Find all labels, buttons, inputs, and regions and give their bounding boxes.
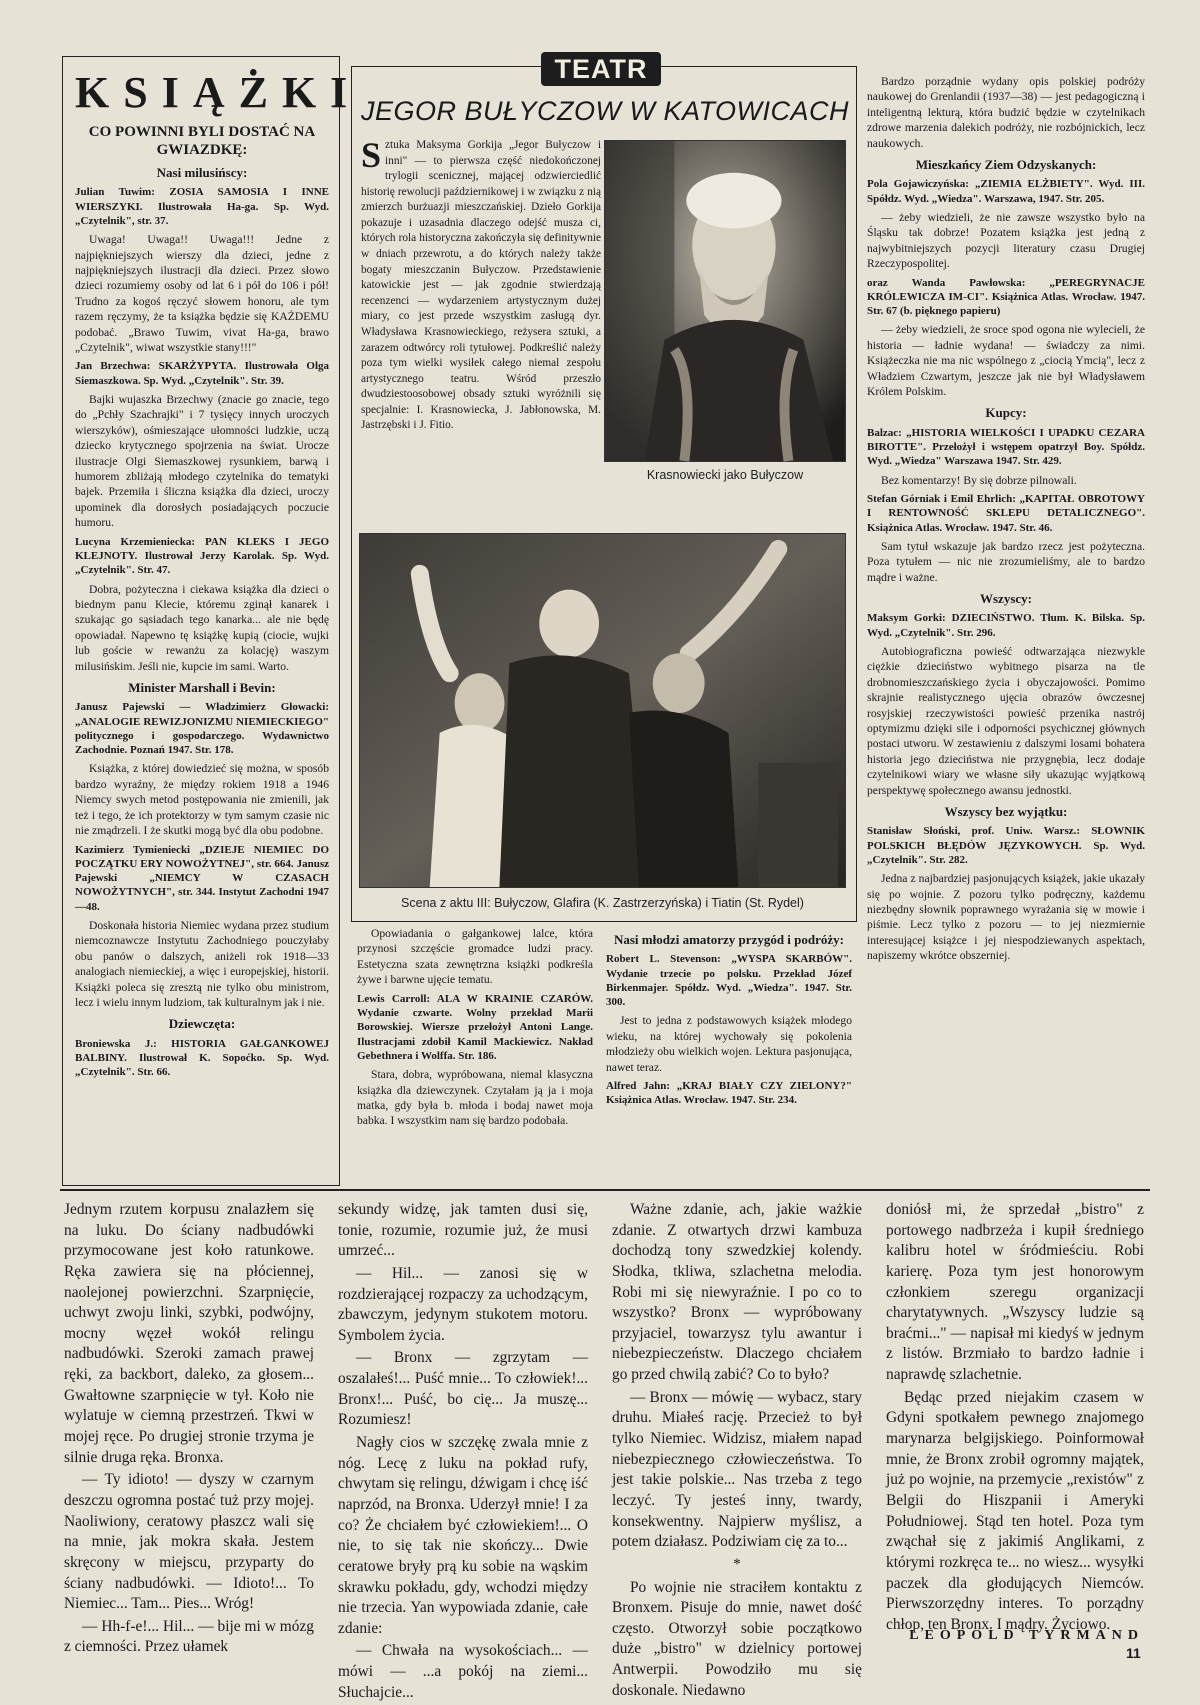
books-column: [62, 56, 362, 1186]
section-break-asterisk: *: [733, 1555, 741, 1573]
book-entry: oraz Wanda Pawłowska: „PEREGRYNACJE KRÓLEWICZA IM-CI". Książnica Atlas. Wrocław. 1947. Str. 67 (b. pięknego papieru): [867, 276, 1145, 318]
book-entry: Lucyna Krzemieniecka: PAN KLEKS I JEGO KLEJNOTY. Ilustrował Jerzy Karolak. Sp. Wyd. „Czytelnik". Str. 47.: [75, 535, 329, 577]
story-paragraph: — Bronx — zgrzytam — oszalałeś!... Puść mnie... To człowiek!... Bronx!... Puść, bo cię... Ja muszę... Rozumiesz!: [338, 1349, 588, 1429]
books-heading: KSIĄŻKI: [75, 68, 362, 117]
book-entry: Stanisław Słoński, prof. Uniw. Warsz.: SŁOWNIK POLSKICH BŁĘDÓW JĘZYKOWYCH. Sp. Wyd. „Czytelnik". Str. 282.: [867, 825, 1145, 866]
book-review: Jest to jedna z podstawowych książek młodego wieku, na której wychowały się pokolenia młodzieży obu wielkich wojen. Lektura pasjonująca, nawet teraz.: [606, 1014, 852, 1074]
section-title: Dziewczęta:: [168, 1016, 236, 1032]
books-right-column: [867, 74, 1145, 968]
stage-scene-photo: [359, 533, 846, 888]
adventure-books-column: [606, 926, 852, 1112]
story-paragraph: Ważne zdanie, ach, jakie ważkie zdanie. Z otwartych drzwi kambuza dochodzą tony szwedzkiej kolendy. Słodka, tkliwa, szlachetna melodia. Robi mi się niewyraźnie. I po co to wszystko? Bronx — wypróbowany przyjaciel, towarzysz tylu awantur i niebezpieczeństw. Dlaczego chciałem go przed chwilą zabić? Co to było?: [612, 1201, 862, 1384]
book-review: Bardzo porządnie wydany opis polskiej podróży naukowej do Grenlandii (1937—38) — jest pedagogiczną i inteligentną lekturą, która budzić będzie w czytelnikach zdrowe marzenia dalekich podróży, nie rozbójnickich, lecz naukowych.: [867, 75, 1145, 150]
story-column: [338, 1200, 588, 1705]
section-title: Kupcy:: [985, 405, 1027, 421]
book-entry: Julian Tuwim: ZOSIA SAMOSIA I INNE WIERSZYKI. Ilustrowała Ha-ga. Sp. Wyd. „Czytelnik", str. 37.: [75, 186, 329, 227]
books-continued-column: [357, 926, 593, 1133]
photo-caption: Krasnowiecki jako Bułyczow: [646, 468, 804, 482]
book-entry: Janusz Pajewski — Władzimierz Głowacki: „ANALOGIE REWIZJONIZMU NIEMIECKIEGO" politycznego i gospodarczego. Wydawnictwo Zachodnie. Poznań 1947. Str. 178.: [75, 701, 329, 757]
book-review: Jedna z najbardziej pasjonujących książek, jakie ukazały się po wojnie. Z pozoru tylko podręczny, każdemu niezbędny słownik poprawnego wyrażania się w mowie i piśmie. Lecz tylko z pozoru — to jej niezmiernie interesującej książce i jej niespodziewanych aspektach, napiszemy wkrótce obszerniej.: [867, 872, 1145, 963]
section-title: Mieszkańcy Ziem Odzyskanych:: [915, 157, 1097, 173]
section-title: Nasi młodzi amatorzy przygód i podróży:: [613, 932, 844, 947]
story-paragraph: Po wojnie nie straciłem kontaktu z Bronxem. Pisuje do mnie, nawet dość często. Otworzył sobie początkowo duże „bistro" w dzielnicy portowej Antwerpii. Powodziło mu się doskonale. Niedawno: [612, 1578, 862, 1699]
book-entry: Jan Brzechwa: SKARŻYPYTA. Ilustrowała Olga Siemaszkowa. Sp. Wyd. „Czytelnik". Str. 39.: [75, 360, 329, 387]
book-entry: Lewis Carroll: ALA W KRAINIE CZARÓW. Wydanie czwarte. Wolny przekład Marii Borowskiej. Wiersze przełożył Antoni Lange. Ilustracjami zdobił Kamil Mackiewicz. Nakład Gebethnera i Wolffa. Str. 186.: [357, 992, 593, 1062]
story-paragraph: — Bronx — mówię — wybacz, stary druhu. Miałeś rację. Przecież to był tylko Niemiec. Widzisz, miałem napad niebezpiecznego człowieczeństwa. To jest takie polskie... Nas trzeba z tego leczyć. Ty jesteś inny, twardy, konsekwentny. Najpierw myślisz, a potem działasz. Podziwiam cię za to...: [612, 1388, 862, 1551]
story-paragraph: — Ty idioto! — dyszy w czarnym deszczu ogromna postać tuż przy mojej. Naoliwiony, ceratowy płaszcz wali się na mnie, jak mokra skała. Jestem skręcony w miejscu, przyparty do ściany nadbudówki. — Idioto!... To Niemiec... Tam... Pies... Wróg!: [64, 1471, 314, 1613]
story-paragraph: Nagły cios w szczękę zwala mnie z nóg. Lecę z luku na pokład rufy, chwytam się relingu, dźwigam i chcę iść naprzód, na Bronxa. Uderzył mnie! I za co? Że chciałem być człowiekiem!... O nie, to się tak nie skończy... Dwie ceratowe bryły prą ku sobie na wąskim skrawku pokładu, gdy, wchodzi między nie trzecia. Yan wypowiada zdanie, całe zdanie:: [338, 1434, 589, 1637]
photo-caption: Scena z aktu III: Bułyczow, Glafira (K. Zastrzerzyńska) i Tiatin (St. Rydel): [401, 896, 804, 910]
book-entry: Alfred Jahn: „KRAJ BIAŁY CZY ZIELONY?" Książnica Atlas. Wrocław. 1947. Str. 234.: [606, 1080, 852, 1107]
book-review: Doskonała historia Niemiec wydana przez studium niemcoznawcze Instytutu Zachodniego pouczyłaby obu panów o dalszych, aniżeli rok 1918—33 analogiach niemieckiej, a więc i europejskiej, historii. Książki poleca się zresztą nie tylko obu ministrom, lecz i wielu innym ludziom, tak kulturalnym jak i nie.: [75, 918, 329, 1010]
story-paragraph: — Chwała na wysokościach... — mówi — ...a pokój na ziemi... Słuchajcie...: [338, 1642, 588, 1701]
section-divider: [60, 1189, 1150, 1191]
story-paragraph: — Hh-f-e!... Hil... — bije mi w mózg z ciemności. Przez ułamek: [64, 1617, 314, 1656]
book-review: Bajki wujaszka Brzechwy (znacie go znacie, tego do „Pchły Szachrajki" i 7 tysięcy innych uroczych wierszyków), ośmieszające ułomności ludzkie, uczą dziecko krytycznego spojrzenia na świat. Urocze ilustracje Olgi Siemaszkowej rysunkiem, barwą i humorem zbliżają młodego czytelnika do tematyki bajek. Przemiła i śliczna książka dla dzieci, uroczy upominek dla dorosłych posiadających poczucie humoru.: [75, 393, 329, 530]
story-paragraph: Jednym rzutem korpusu znalazłem się na luku. Do ściany nadbudówki przymocowane jest koło ratunkowe. Ręka zawiera się na płóciennej, naolejonej powierzchni. Szarpnięcie, uchwyt zwoju linki, szybki, podwójny, mocny węzeł wokół relingu nadbudówki. Szeroki zamach prawej ręki, za backbort, daleko, za głosem... Gwałtowne szarpnięcie w tył. Koło nie wylatuje w ciemną przestrzeń. Tkwi w mojej ręce. Po drugiej stronie trzyma je silnie druga ręka. Bronxa.: [64, 1201, 314, 1466]
book-entry: Stefan Górniak i Emil Ehrlich: „KAPITAŁ OBROTOWY I RENTOWNOŚĆ SKLEPU DETALICZNEGO". Książnica Atlas. Wrocław. 1947. Str. 46.: [867, 493, 1145, 534]
book-review: Autobiograficzna powieść odtwarzająca niezwykle ciężkie dzieciństwo wybitnego pisarza na tle drobnomieszczańskiego życia i obyczajowości. Pomimo skrajnie realistycznego ujęcia obrazów ówczesnej rosyjskiej rzeczywistości powieść przenika nastrój optymizmu dzięki sile i odporności psychicznej głównych postaci utworu. W zestawieniu z dalszymi losami bohatera historia jego dzieciństwa nie przygnębia, lecz dodaje czytelnikowi wiary we własne siły ukazując wyjątkową perspektywę społecznego awansu jednostki.: [867, 645, 1145, 797]
book-review: Książka, z której dowiedzieć się można, w sposób bardzo wyraźny, że między rokiem 1918 a 1946 Niemcy swych metod postępowania nie zmienili, jak też i tego, że ich protektorzy w tym samym czasie nic nie zmądrzeli. I że skutki mogą być dla obu podobne.: [75, 762, 329, 838]
section-title: Minister Marshall i Bevin:: [128, 680, 276, 695]
book-entry: Broniewska J.: HISTORIA GAŁGANKOWEJ BALBINY. Ilustrował K. Sopoćko. Sp. Wyd. „Czytelnik". Str. 66.: [75, 1037, 329, 1079]
drop-cap: S: [361, 135, 382, 175]
story-paragraph: doniósł mi, że sprzedał „bistro" z portowego nadbrzeża i kupił średniego kalibru hotel w śródmieściu. Robi karierę. Poza tym jest honorowym członkiem szeregu organizacji charytatywnych. „Wszyscy ludzie są braćmi..." — napisał mi kiedyś w jednym z listów. Brzmiało to bardzo ładnie i naprawdę szlachetnie.: [886, 1201, 1144, 1384]
article-title: JEGOR BUŁYCZOW W KATOWICACH: [360, 96, 850, 126]
book-entry: Maksym Gorki: DZIECIŃSTWO. Tłum. K. Bilska. Sp. Wyd. „Czytelnik". Str. 296.: [867, 612, 1145, 639]
book-review: Dobra, pożyteczna i ciekawa książka dla dzieci o biednym panu Klecie, któremu zginął kanarek i szukając go sąsiadach tego kanarka... ale nie będę opowiadał. Napewno tę książkę kupią (ciocie, wujki lub goście w rewanżu za kolację) waszym milusińskim. Jeśli nie, kupcie im sami. Warto.: [75, 582, 329, 673]
book-entry: Robert L. Stevenson: „WYSPA SKARBÓW". Wydanie trzecie po polsku. Przekład Józef Birkenmajer. Spółdz. Wyd. „Wiedza". 1947. Str. 300.: [606, 953, 852, 1009]
article-body: ztuka Maksyma Gorkija „Jegor Bułyczow i inni" — to pierwsza część niedokończonej trylogii scenicznej, mającej odzwierciedlić historię rewolucji październikowej i w związku z nią zmierzch burżuazji mieszczańskiej. Dzieło Gorkija pokazuje i uzasadnia dlaczego odejść musza ci, których rola historyczna zakończyła się definitywnie w dniach przewrotu, a do których należy także bogaty mieszczanin Bułyczow. Przedstawienie katowickie jest — jak zgodnie stwierdzają recenzenci — wydarzeniem artystycznym dużej miary, co jest przede wszystkim zasługą dyr. Władysława Krasnowieckiego, reżysera sztuki, a zarazem odtwórcy roli tytułowej. Podkreślić należy poza tym wielki wysiłek całego niemal zespołu artystycznego teatru. Wśród przeszło dwudziestoosobowej obsady sztuki wyróżnili się specjalnie: I. Krasnowiecka, J. Jabłonowska, M. Jastrzębski i J. Fitio.: [361, 139, 601, 432]
story-paragraph: sekundy widzę, jak tamten dusi się, tonie, rozumie, rozumie już, że musi umrzeć...: [338, 1201, 588, 1260]
book-review: Uwaga! Uwaga!! Uwaga!!! Jedne z najpiękniejszych wierszy dla dzieci, jedne z najpiękniejszych ilustracji dla dzieci. Przez słowo dzieci rozumiemy osoby od lat 6 i pół do 106 i pół! Trudno za kogoś ręczyć słowem honoru, ale tym razem ręczymy, że ta książka będzie się KAŻDEMU podobać. „Brawo Tuwim, vivat Ha-ga, brawo „Czytelnik", wiwat wszystkie stany!!!": [75, 233, 329, 355]
book-review: Opowiadania o gałgankowej lalce, która przynosi szczęście gromadce ludzi pracy. Estetyczna szata zewnętrzna książki podkreśla żywe i barwne ujęcie tematu.: [357, 927, 593, 987]
section-title: Nasi milusińscy:: [156, 165, 248, 180]
book-review: Sam tytuł wskazuje jak bardzo rzecz jest pożyteczna. Poza tytułem — nic nie zrozumieliśmy, ale to bardzo mądre i ważne.: [867, 539, 1145, 584]
book-review: Bez komentarzy! By się dobrze pilnowali.: [881, 473, 1077, 487]
section-title: Wszyscy bez wyjątku:: [944, 804, 1068, 820]
story-column: [612, 1200, 862, 1703]
section-label: TEATR: [541, 52, 661, 86]
book-entry: Pola Gojawiczyńska: „ZIEMIA ELŻBIETY". Wyd. III. Spółdz. Wyd. „Wiedza". Warszawa, 1947. Str. 205.: [867, 178, 1145, 205]
story-paragraph: — Hil... — zanosi się w rozdzierającej rozpaczy za uchodzącym, zbawczym, jedynym stukotem motoru. Symbolem życia.: [338, 1264, 588, 1344]
story-author: LEOPOLD TYRMAND: [909, 1628, 1144, 1643]
story-paragraph: Będąc przed niejakim czasem w Gdyni spotkałem pewnego znajomego marynarza belgijskiego. Poinformował mnie, że Bronx zrobił ogromny majątek, już po wojnie, na przemycie „rexistów" z Belgii do Hiszpanii i Ameryki Południowej. Stąd ten hotel. Poza tym zwąchał się z jakimiś Anglikami, z którymi rozkręca te... no wiesz... wysyłki paczek dla głodujących Niemców. Pierwszorzędny interes. To porządny chłop, ten Bronx. I mądry. Życiowo.: [886, 1388, 1144, 1633]
actor-portrait-photo: [604, 140, 846, 462]
book-review: — żeby wiedzieli, że nie zawsze wszystko było na Śląsku tak dobrze! Pozatem książka jest jedną z najwybitniejszych pozycji literatury czasu Drugiej Rzeczypospolitej.: [867, 210, 1145, 271]
books-subheading: CO POWINNI BYLI DOSTAĆ NA GWIAZDKĘ:: [88, 124, 316, 158]
book-entry: Kazimierz Tymieniecki „DZIEJE NIEMIEC DO POCZĄTKU ERY NOWOŻYTNEJ", str. 664. Janusz Pajewski „NIEMCY W CZASACH NOWOŻYTNYCH", str. 344. Instytut Zachodni 1947—48.: [75, 843, 329, 913]
book-entry: Balzac: „HISTORIA WIELKOŚCI I UPADKU CEZARA BIROTTE". Przełożył i wstępem opatrzył Boy. Spółdz. Wyd. „Wiedza" Warszawa 1947. Str. 429.: [867, 426, 1145, 468]
section-title: Wszyscy:: [980, 591, 1032, 607]
page-number: 11: [1126, 1645, 1141, 1661]
theater-article-text: [361, 135, 601, 434]
book-review: Stara, dobra, wypróbowana, niemal klasyczna książka dla dziewczynek. Czytałam ją ja i moja matka, gdy była b. młoda i bodaj nawet moja babka. I wszystkim nam się bardzo podobała.: [357, 1068, 593, 1128]
story-column: [64, 1200, 314, 1660]
book-review: — żeby wiedzieli, że sroce spod ogona nie wylecieli, że historia — ładnie wydana! — świadczy za nimi. Książeczka nie ma nic wspólnego z „ciocią Ymcią", lecz z Władziem Czwartym, jeszcze jak nie był Władysławem Królem Polskim.: [867, 323, 1145, 399]
story-column: [886, 1200, 1144, 1637]
